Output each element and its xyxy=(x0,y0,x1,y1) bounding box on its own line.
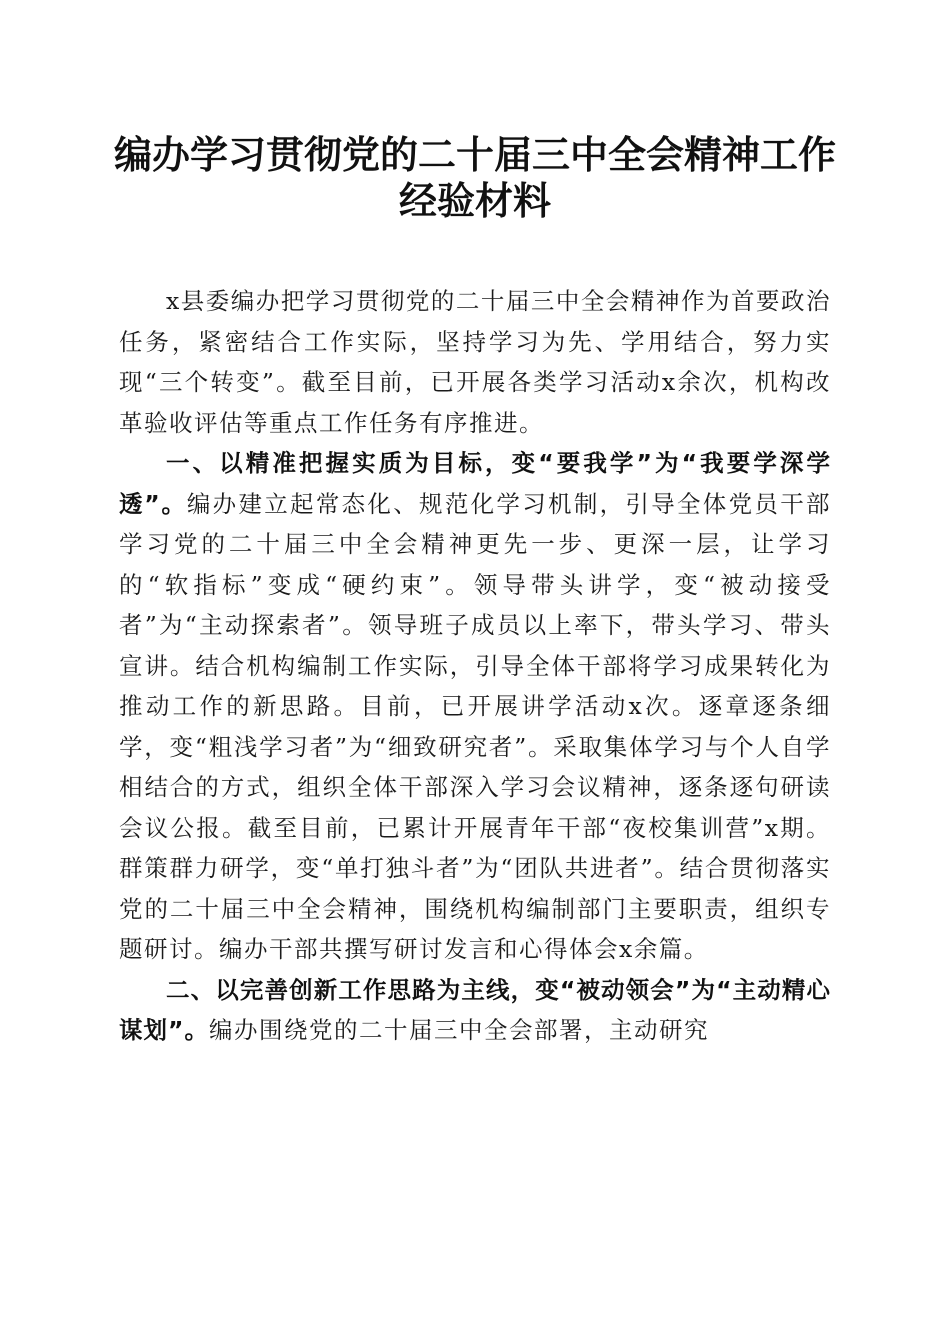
document-title: 编办学习贯彻党的二十届三中全会精神工作经验材料 xyxy=(113,132,836,223)
paragraph-section-1 xyxy=(119,443,831,970)
paragraph-text: 编办建立起常态化、规范化学习机制，引导全体党员干部学习党的二十届三中全会精神更先一步、更深一层，让学习的“软指标”变成“硬约束”。领导带头讲学，变“被动接受者”为“主动探索者”。领导班子成员以上率下，带头学习、带头宣讲。结合机构编制工作实际，引导全体干部将学习成果转化为推动工作的新思路。目前，已开展讲学活动x次。逐章逐条细学，变“粗浅学习者”为“细致研究者”。采取集体学习与个人自学相结合的方式，组织全体干部深入学习会议精神，逐条逐句研读会议公报。截至目前，已累计开展青年干部“夜校集训营”x期。群策群力研学，变“单打独斗者”为“团队共进者”。结合贯彻落实党的二十届三中全会精神，围绕机构编制部门主要职责，组织专题研讨。编办干部共撰写研讨发言和心得体会x余篇。 xyxy=(119,489,831,963)
section-heading: 二、以完善创新工作思路为主线，变“被动领会”为“主动精心谋划”。 xyxy=(119,975,831,1044)
paragraph-section-2 xyxy=(119,970,831,1051)
paragraph-text: 编办围绕党的二十届三中全会部署，主动研究 xyxy=(208,1016,709,1044)
paragraph-intro xyxy=(119,281,831,443)
paragraph-text: x县委编办把学习贯彻党的二十届三中全会精神作为首要政治任务，紧密结合工作实际，坚持学习为先、学用结合，努力实现“三个转变”。截至目前，已开展各类学习活动x余次，机构改革验收评估等重点工作任务有序推进。 xyxy=(119,287,831,437)
section-heading: 一、以精准把握实质为目标，变“要我学”为“我要学深学透”。 xyxy=(119,449,831,518)
document-body xyxy=(119,281,831,1051)
